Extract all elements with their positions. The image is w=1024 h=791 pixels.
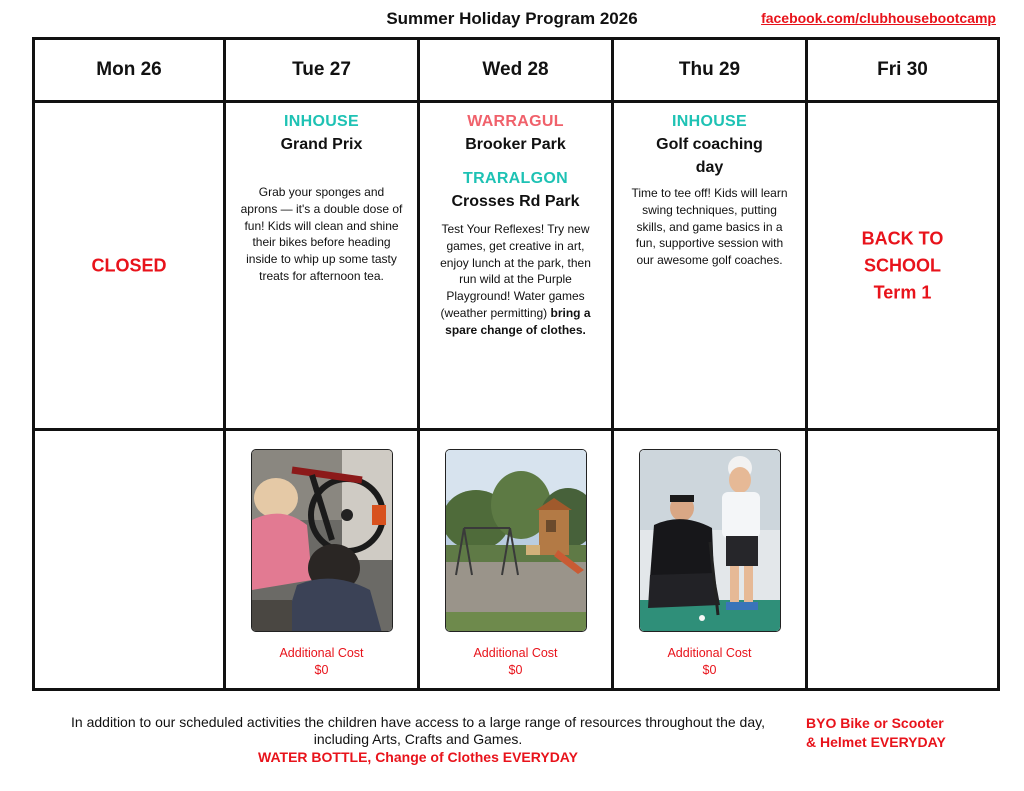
day-header-tue: Tue 27: [226, 40, 420, 103]
back-to-school-line-2: SCHOOL: [863, 255, 941, 275]
mon-activity-cell: [35, 103, 226, 431]
thu-description: Time to tee off! Kids will learn swing techniques, putting skills, and game basics in a fun, supportive session with our awesome golf coaches.: [631, 186, 788, 268]
wed-description-text: Test Your Reflexes! Try new games, get creative in art, enjoy lunch at the park, then run wild at the Purple Playground! Water games (weather permitting): [440, 222, 591, 320]
wed-location-2: TRARALGON: [463, 170, 568, 187]
mon-photo-cell: [35, 431, 226, 688]
footer-info: In addition to our scheduled activities the children have access to a large range of resources throughout the day, including Arts, Crafts and Games.: [71, 714, 765, 747]
wed-location-1: WARRAGUL: [467, 113, 564, 130]
tue-location: INHOUSE: [284, 113, 359, 130]
tue-activity-cell: [226, 103, 420, 431]
tue-cost-label: Additional Cost: [279, 646, 364, 660]
golf-coaching-photo-icon: [639, 449, 781, 632]
footer-reminder: WATER BOTTLE, Change of Clothes EVERYDAY: [258, 749, 578, 765]
byo-notice: [806, 714, 946, 752]
wed-cost: [420, 645, 611, 679]
thu-location: INHOUSE: [672, 113, 747, 130]
page-title: Summer Holiday Program 2026: [386, 9, 638, 28]
day-header-fri: Fri 30: [808, 40, 997, 103]
closed-status: CLOSED: [91, 255, 167, 275]
thu-cost: [614, 645, 805, 679]
tue-photo-cell: [226, 431, 420, 688]
thu-activity-title: Golf coaching day: [656, 136, 763, 176]
wed-activity-cell: [420, 103, 614, 431]
day-header-wed: Wed 28: [420, 40, 614, 103]
facebook-link[interactable]: facebook.com/clubhousebootcamp: [761, 10, 996, 26]
thu-cost-value: $0: [702, 663, 717, 677]
byo-line-2: & Helmet EVERYDAY: [806, 734, 946, 750]
tue-activity-title: Grand Prix: [280, 136, 363, 153]
wed-description: [428, 221, 603, 339]
wed-cost-value: $0: [508, 663, 523, 677]
day-header-thu: Thu 29: [614, 40, 808, 103]
thu-cost-label: Additional Cost: [667, 646, 752, 660]
back-to-school-status: [808, 225, 997, 306]
kids-bike-photo-icon: [251, 449, 393, 632]
fri-photo-cell: [808, 431, 997, 688]
tue-cost-value: $0: [314, 663, 329, 677]
thu-photo-cell: [614, 431, 808, 688]
wed-activity-title-1: Brooker Park: [465, 136, 566, 153]
day-header-mon: Mon 26: [35, 40, 226, 103]
tue-cost: [226, 645, 417, 679]
fri-activity-cell: [808, 103, 997, 431]
wed-description-bold: bring a spare change of clothes.: [445, 305, 591, 337]
byo-line-1: BYO Bike or Scooter: [806, 715, 944, 731]
back-to-school-line-3: Term 1: [873, 282, 932, 302]
wed-cost-label: Additional Cost: [473, 646, 558, 660]
wed-photo-cell: [420, 431, 614, 688]
wed-activity-title-2: Crosses Rd Park: [451, 193, 580, 210]
schedule-table: [32, 37, 1000, 691]
thu-activity-cell: [614, 103, 808, 431]
back-to-school-line-1: BACK TO: [861, 228, 944, 248]
playground-photo-icon: [445, 449, 587, 632]
tue-description: Grab your sponges and aprons — it's a double dose of fun! Kids will clean and shine their bikes before heading inside to whip up some tasty treats for afternoon tea.: [240, 185, 403, 283]
